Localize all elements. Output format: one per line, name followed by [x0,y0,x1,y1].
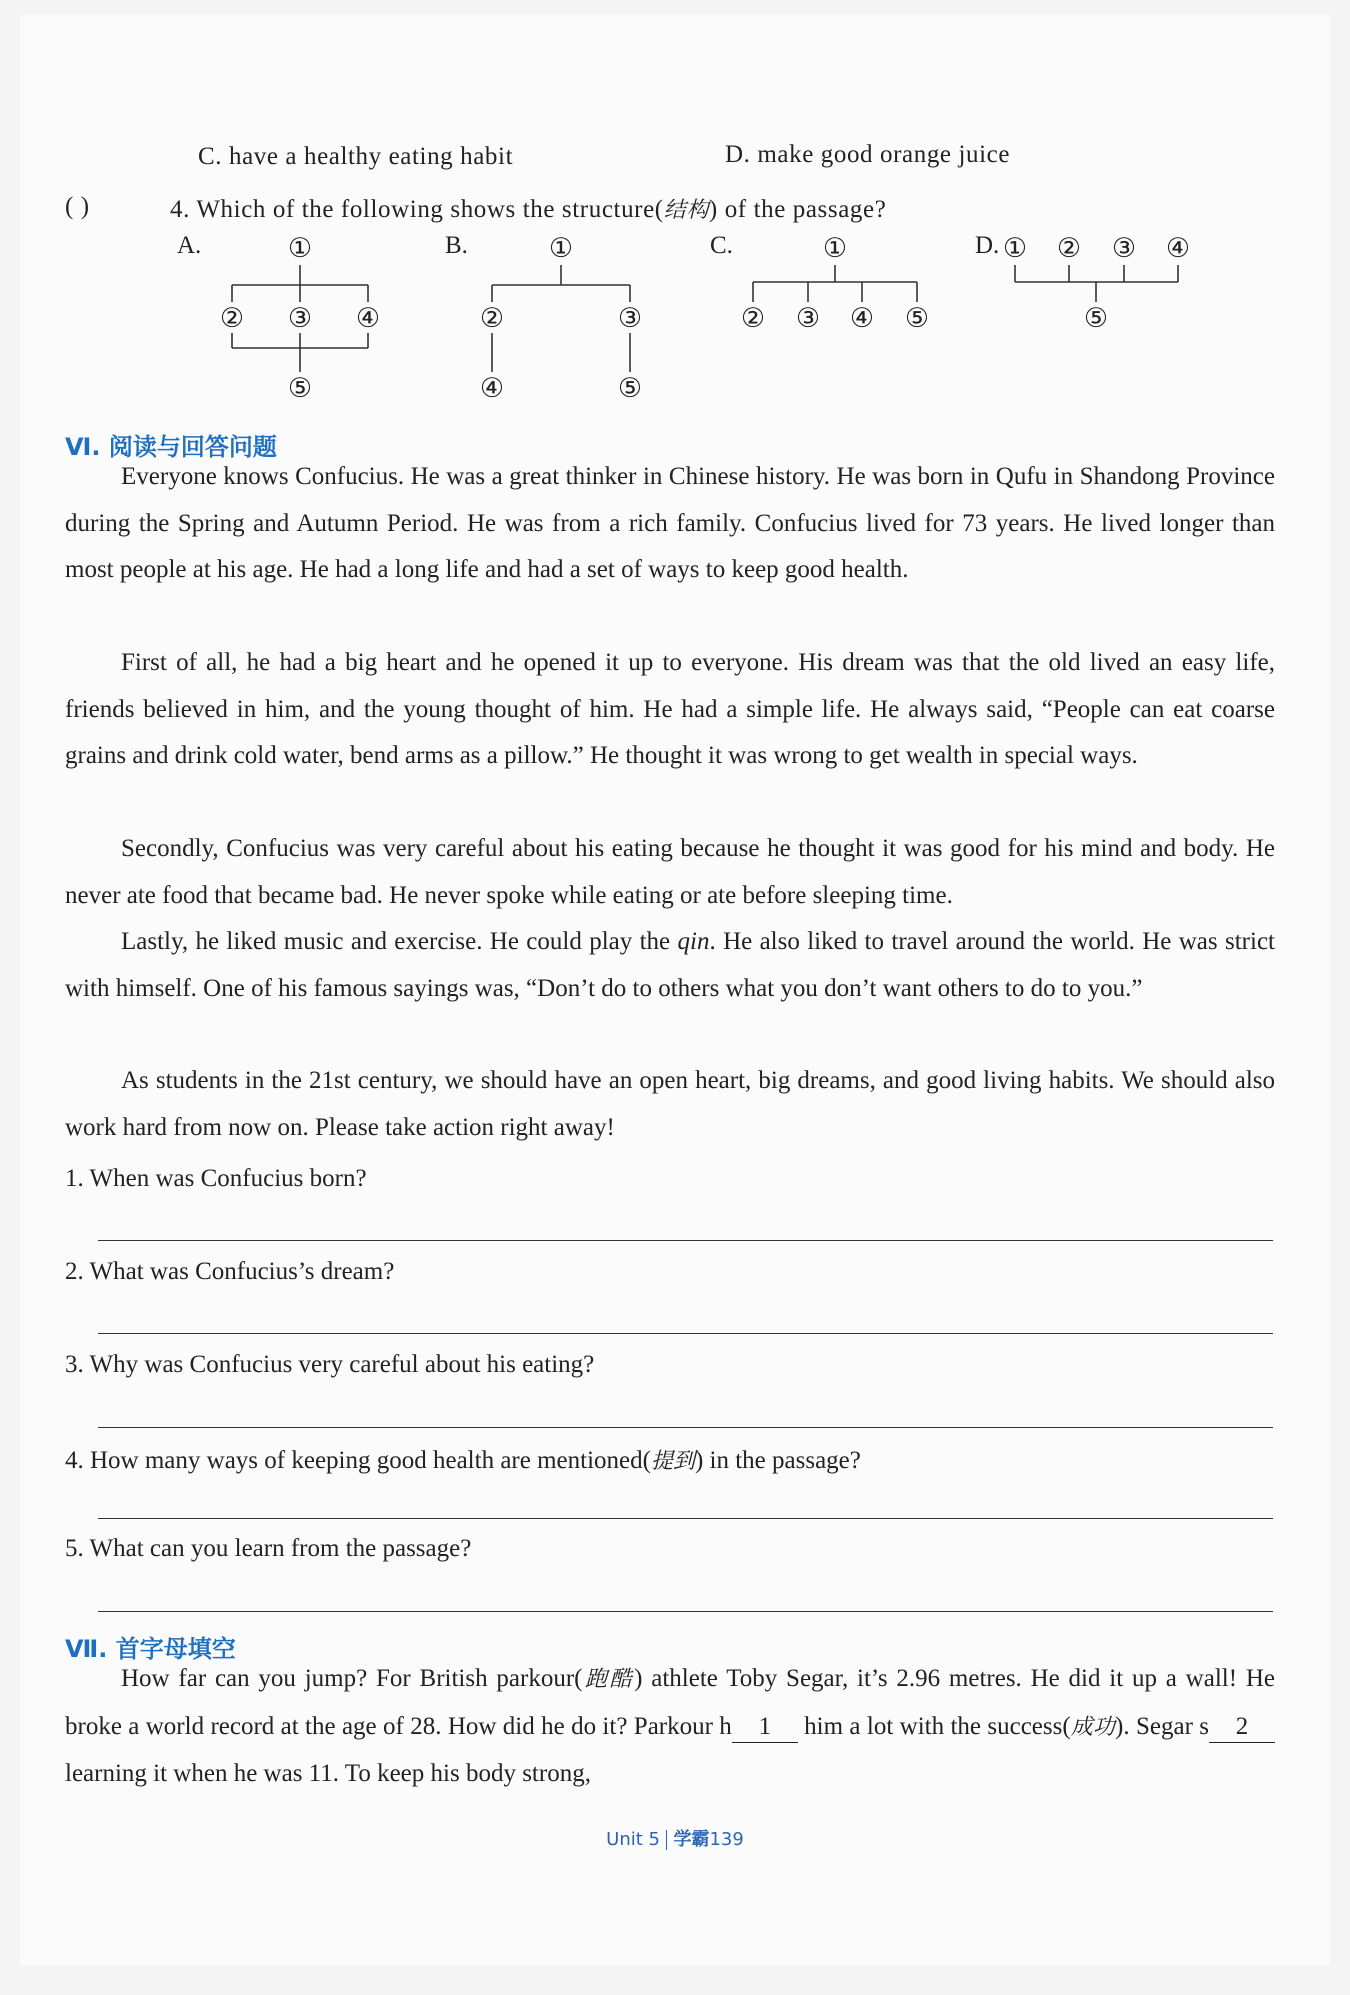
diagram-c-node-2: ② [740,303,766,334]
passage-paragraph-2: First of all, he had a big heart and he opened it up to everyone. His dream was that the old lived an easy life, friends believed in him, and the young thought of him. He had a simple life. He always said, “People can eat coarse grains and drink cold water, bend arms as a pillow.” He thought it was wrong to get wealth in special ways. [65,649,1275,769]
diagram-a-node-5: ⑤ [287,373,313,404]
cloze-blank-2[interactable]: 2 [1209,1712,1275,1743]
diagram-a-node-1: ① [287,233,313,264]
question-3: 3. Why was Confucius very careful about his eating? [65,1351,595,1378]
answer-line-5[interactable] [98,1611,1273,1612]
cloze-text-2: ) athlete Toby Segar, it’s 2.96 metres. He did it up a wall! He broke a world record at the age of 28. How did he do it? Parkour h [65,1665,1275,1740]
worksheet-page [20,15,1330,1965]
answer-line-4[interactable] [98,1518,1273,1519]
answer-line-1[interactable] [98,1240,1273,1241]
answer-paren[interactable]: ( ) [65,193,90,220]
question-4-text-b: ) of the passage? [708,196,887,223]
question-4-reading-text-a: 4. How many ways of keeping good health are mentioned( [65,1447,651,1474]
diagram-b-node-5: ⑤ [617,373,643,404]
cloze-cjk-success: 成功 [1070,1714,1116,1740]
answer-line-2[interactable] [98,1333,1273,1334]
cloze-text-5: learning it when he was 11. To keep his body strong, [65,1760,591,1787]
diagram-a-node-3: ③ [287,303,313,334]
diagram-label-b: B. [445,232,468,259]
cloze-text-1: How far can you jump? For British parkour( [121,1665,583,1692]
paragraph-4-text-a: Lastly, he liked music and exercise. He could play the [121,928,678,955]
cloze-text-4: ). Segar s [1115,1712,1210,1740]
diagram-b-node-4: ④ [479,373,505,404]
page-footer [20,1825,1330,1851]
section-6-title: Ⅵ. 阅读与回答问题 [65,433,277,461]
diagram-c-node-4: ④ [849,303,875,334]
footer-unit: Unit 5 [606,1829,660,1850]
cloze-text-3: him a lot with the success( [797,1712,1071,1740]
footer-divider [666,1830,668,1850]
footer-page-number: 139 [709,1829,744,1850]
diagram-d-node-5: ⑤ [1083,303,1109,334]
diagram-a-node-2: ② [219,303,245,334]
diagram-d-node-4: ④ [1165,233,1191,264]
cloze-passage [65,1656,1275,1798]
diagram-c-node-3: ③ [795,303,821,334]
footer-brand: 学霸 [673,1829,710,1850]
diagram-label-d: D. [975,232,1000,259]
option-d: D. make good orange juice [725,141,1011,168]
passage-paragraph-5: As students in the 21st century, we should have an open heart, big dreams, and good living habits. We should also work hard from now on. Please take action right away! [65,1067,1275,1141]
option-c: C. have a healthy eating habit [198,143,514,170]
diagram-b-node-3: ③ [617,303,643,334]
question-4-reading-text-b: ) in the passage? [694,1447,861,1474]
question-4-reading-cjk: 提到 [650,1449,695,1474]
paragraph-4-qin: qin [677,928,710,955]
question-4 [170,193,886,224]
section-7-title: Ⅶ. 首字母填空 [65,1635,236,1663]
passage-paragraph-3: Secondly, Confucius was very careful about his eating because he thought it was good for his mind and body. He never ate food that became bad. He never spoke while eating or ate before sleeping time. [65,835,1275,909]
diagram-label-c: C. [710,232,733,259]
diagram-label-a: A. [177,232,202,259]
paragraph-4-text-b: . He also liked to travel around the world. He was strict with himself. One of his famous sayings was, “Don’t do to others what you don’t want others to do to you.” [65,928,1275,1002]
passage-paragraph-4 [65,919,1275,1012]
diagram-c-node-5: ⑤ [904,303,930,334]
question-4-cjk: 结构 [663,198,709,223]
diagram-d-node-2: ② [1056,233,1082,264]
diagram-b-node-2: ② [479,303,505,334]
diagram-a-node-4: ④ [355,303,381,334]
answer-line-3[interactable] [98,1427,1273,1428]
question-4-reading [65,1444,861,1475]
diagram-d-node-3: ③ [1111,233,1137,264]
question-4-text-a: 4. Which of the following shows the structure( [170,196,664,223]
cloze-blank-1[interactable]: 1 [732,1712,798,1743]
cloze-cjk-parkour: 跑酷 [582,1667,635,1692]
diagram-b-node-1: ① [548,233,574,264]
question-1: 1. When was Confucius born? [65,1165,367,1192]
passage-paragraph-1: Everyone knows Confucius. He was a great thinker in Chinese history. He was born in Qufu in Shandong Province during the Spring and Autumn Period. He was from a rich family. Confucius lived for 73 years. He lived longer than most people at his age. He had a long life and had a set of ways to keep good health. [65,463,1275,583]
question-5: 5. What can you learn from the passage? [65,1535,472,1562]
diagram-d-node-1: ① [1002,233,1028,264]
diagram-c-node-1: ① [822,233,848,264]
question-2: 2. What was Confucius’s dream? [65,1258,395,1285]
